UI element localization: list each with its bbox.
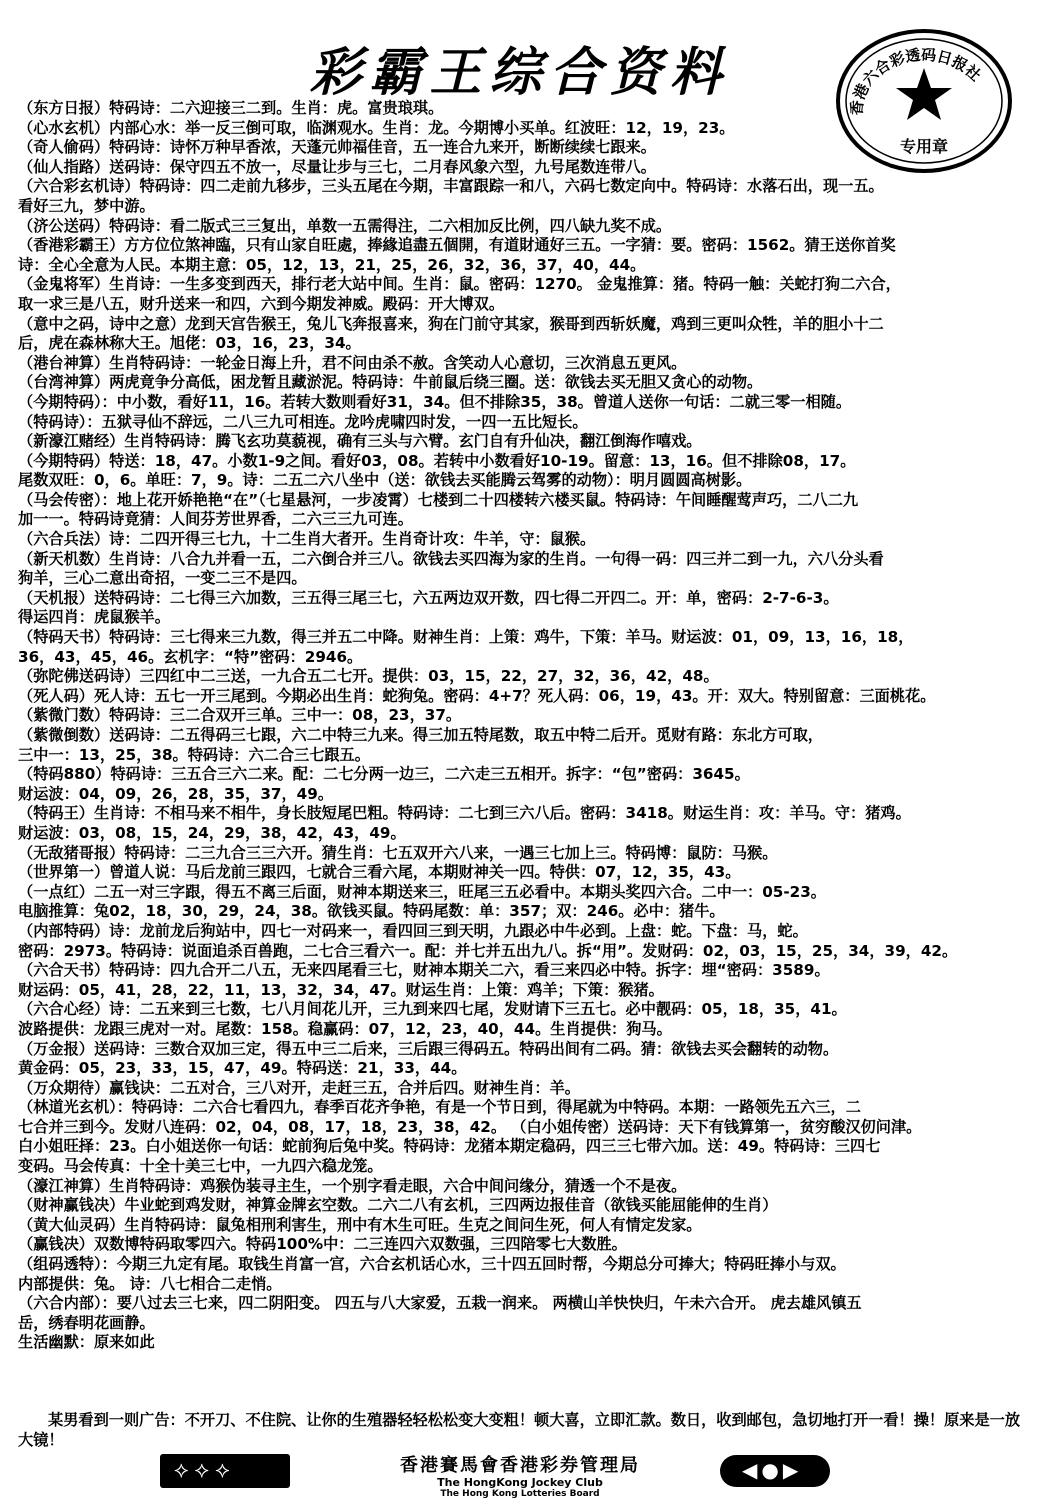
text-line: 得运四肖：虎鼠猴羊。 [18, 608, 170, 627]
text-line: 诗：全心全意为人民。本期主意：05，12，13，21，25，26，32，36，37，40，44。 [18, 255, 646, 274]
footer-org-en2: The Hong Kong Lotteries Board [440, 1489, 600, 1499]
text-line: 岳，绣春明花画静。 [18, 1313, 155, 1332]
joke-block [18, 1411, 1028, 1450]
footer-org-en1: The HongKong Jockey Club [437, 1476, 603, 1489]
text-line: （紫微倒数）送码诗：二五得码三七跟，六二中特三九来。得三加五特尾数，取五中特二后开。觅财有路：东北方可取， [18, 726, 823, 744]
text-line: 财运码：05，41，28，22，11，13，32，34，47。财运生肖：上策：鸡羊；下策：猴猪。 [18, 980, 664, 999]
text-line: 财运波：04，09，26，28，35，37，49。 [18, 784, 334, 803]
joke-text: 某男看到一则广告：不开刀、不住院、让你的生殖器轻轻松松变大变粗！顿大喜，立即汇款。数日，收到邮包，急切地打开一看！操！原来是一放大镜！ [18, 1411, 1020, 1449]
text-line: 变码。马会传真：十全十美三七中，一九四六稳龙笼。 [18, 1157, 383, 1176]
text-line: 财运波：03，08，15，24，29，38，42，43，49。 [18, 823, 406, 842]
seal-ring-text: 香港六合彩透码日报社 [847, 45, 985, 117]
text-line: （济公送码）特码诗：看二版式三三复出，单数一五需得注，二六相加反比例，四八缺九奖不成。 [18, 216, 672, 235]
text-line: 七合并三到今。发财八连码：02，04，08，17，18，23，38，42。 （白小姐传密）送码诗：天下有钱算第一，贫穷酸汉仞问津。 [18, 1117, 922, 1136]
text-line: （濠江神算）生肖特码诗：鸡猴伪装寻主生，一个别字看走眼，六合中间问缘分，猜透一个不是夜。 [18, 1176, 687, 1195]
text-line: （六合天书）特码诗：四九合开二八五，无来四尾看三七，财神本期关二六，看三来四必中特。拆字：埋“密码：3589。 [18, 961, 830, 980]
text-line: 内部提供：兔。 诗：八七相合二走悄。 [18, 1274, 282, 1293]
text-line: （金鬼将军）生肖诗：一生多变到西天，排行老大站中间。生肖：鼠。密码：1270。 金鬼推算：猪。特码一触：关蛇打狗二六合， [18, 275, 901, 294]
text-line: （特码王）生肖诗：不相马来不相牛，身长肢短尾巴粗。特码诗：二七到三六八后。密码：3418。财运生肖：攻：羊马。守：猪鸡。 [18, 804, 911, 823]
text-line: 尾数双旺：0，6。单旺：7，9。诗：二五二六八坐中（送：欲钱去买能腾云驾雾的动物）：明月圆圆高树影。 [18, 471, 752, 490]
text-line: （今期特码）：中小数，看好11，16。若转大数则看好31，34。但不排除35，38。曾道人送你一句话：二就三零一相随。 [18, 392, 852, 411]
text-line: （六合兵法）诗：二四开得三七九，十二生肖大者开。生肖奇计攻：牛羊，守：鼠猴。 [18, 530, 596, 549]
text-line: （特码880）特码诗：三五合三六二来。配：二七分两一边三，二六走三五相开。拆字：“包”密码：3645。 [18, 765, 750, 784]
text-line: （万金报）送码诗：三数合双加三定，得五中三二后来，三后跟三得码五。特码出间有二码。猜：欲钱去买会翻转的动物。 [18, 1039, 839, 1058]
text-line: 后，虎在森林称大王。旭佬：03，16，23，34。 [18, 334, 361, 353]
text-line: （世界第一）曾道人说：马后龙前三跟四，七就合三看六尾，本期财神关一四。特供：07，12，35，43。 [18, 863, 741, 882]
text-line: （港台神算）生肖特码诗：一轮金日海上升，君不问由杀不赦。含笑动人心意切，三次消息五更风。 [18, 353, 687, 372]
text-line: （六合内部）：要八过去三七来，四二阴阳变。 四五与八大家爱，五栽一润来。 两横山羊快快归，午未六合开。 虎去雄风镇五 [18, 1294, 862, 1313]
text-line: （死人码）死人诗：五七一开三尾到。今期必出生肖：蛇狗兔。密码：4+7？死人码：06，19，43。开：双大。特别留意：三面桃花。 [18, 686, 936, 705]
text-line: 看好三九，梦中游。 [18, 196, 155, 215]
text-line: 波路提供：龙跟三虎对一对。尾数：158。稳赢码：07，12，23，40，44。生肖提供：狗马。 [18, 1019, 672, 1038]
text-line: （组码透特）：今期三九定有尾。取钱生肖富一宫，六合玄机话心水，三十四五回时帮，今期总分可捧大；特码旺捧小与双。 [18, 1255, 846, 1274]
text-line: 生活幽默：原来如此 [18, 1333, 155, 1352]
text-line: （特码诗）：五狱寻仙不辞远，二八三九可相连。龙吟虎啸四时发，一四一五比短长。 [18, 412, 588, 431]
text-line: （内部特码）诗：龙前龙后狗站中，四七一对码来一，看四回三到天明，九跟必中牛必到。上盘：蛇。下盘：马，蛇。 [18, 921, 808, 940]
page-title: 彩霸王综合资料 [309, 42, 730, 103]
text-line: （心水玄机）内部心水：举一反三倒可取，临渊观水。生肖：龙。今期博小买单。红波旺：12，19，23。 [18, 118, 735, 137]
text-line: 黄金码：05，23，33，15，47，49。特码送：21，33，44。 [18, 1059, 467, 1078]
text-line: 取一求三是八五，财升送来一和四，六到今期发神威。殿码：开大博双。 [18, 294, 504, 313]
text-line: （新濠江赌经）生肖特码诗：腾飞玄功莫藐视，确有三头与六臂。玄门自有升仙决，翻江倒海作嘻戏。 [18, 432, 702, 451]
text-line: （意中之码，诗中之意）龙到天宫告猴王，兔儿飞奔报喜来，狗在门前守其家，猴哥到西斩妖魔，鸡到三更叫众牲，羊的胆小十二 [18, 314, 884, 333]
text-line: （天机报）送特码诗：二七得三六加数，三五得三尾三七，六五两边双开数，四七得二开四二。开：单，密码：2-7-6-3。 [18, 588, 839, 607]
text-line: （赢钱决）双数博特码取零四六。特码100%中：二三连四六双数强，三四陪零七大数胜。 [18, 1235, 627, 1254]
text-line: （黄大仙灵码）生肖特码诗：鼠兔相刑利害生，刑中有木生可旺。生克之间问生死，何人有情定发家。 [18, 1215, 702, 1234]
text-line: （仙人指路）送码诗：保守四五不放一，尽量让步与三七，二月春风象六型，九号尾数连带八。 [18, 157, 656, 176]
text-line: （无敌猪哥报）特码诗：二三九合三三六开。猜生肖：七五双开六八来，一遇三七加上三。特码博：鼠防：马猴。 [18, 843, 778, 862]
content-lines [18, 99, 1028, 1353]
text-line: 密码：2973。特码诗：说面追杀百兽跑，二七合三看六一。配：并七并五出九八。拆“用”。发财码：02，03，15，25，34，39，42。 [18, 941, 958, 960]
text-line: 三中一：13，25，38。特码诗：六二合三七跟五。 [18, 745, 370, 764]
text-line: 加一一。特码诗竟猜：人间芬芳世界香，二六三三九可连。 [18, 510, 413, 529]
text-line: 狗羊，三心二意出奇招，一变二三不是四。 [18, 569, 307, 588]
text-line: （紫微门数）特码诗：三二合双开三单。三中一：08，23，37。 [18, 706, 462, 725]
text-line: （东方日报）特码诗：二六迎接三二到。生肖：虎。富贵琅琪。 [18, 99, 444, 117]
text-line: 36，43，45，46。玄机字：“特”密码：2946。 [18, 647, 363, 666]
footer-org [340, 1451, 700, 1499]
text-line: （六合彩玄机诗）特码诗：四二走前九移步，三头五尾在今期，丰富跟踪一和八，六码七数定向中。特码诗：水落石出，现一五。 [18, 177, 884, 196]
text-line: （今期特码）特送：18，47。小数1-9之间。看好03，08。若转中小数看好10-19。留意：13，16。但不排除08，17。 [18, 451, 856, 470]
footer [160, 1451, 870, 1499]
jockey-club-logo-icon: ⟡⟡⟡ [160, 1454, 290, 1488]
text-line: 电脑推算：兔02，18，30，29，24，38。欲钱买鼠。特码尾数：单：357；双：246。必中：猪牛。 [18, 902, 725, 921]
text-line: （六合心经）诗：二五来到三七数，七八月间花儿开，三九到来四七尾，发财请下三五七。必中靓码：05，18，35，41。 [18, 1000, 847, 1019]
text-line: （财神赢钱决）牛业蛇到鸡发财，神算金牌玄空数。二六二八有玄机，三四两边报佳音（欲钱买能屈能伸的生肖） [18, 1196, 778, 1215]
text-line: （弥陀佛送码诗）三四红中二三送，一九合五二七开。提供：03，15，22，27，32，36，42，48。 [18, 667, 719, 686]
text-line: （香港彩霸王）方方位位煞神臨，只有山家自旺處，捧緣追盡五個開，有道財通好三五。一字猜：要。密码：1562。猜王送你首奖 [18, 236, 896, 255]
lotteries-board-logo-icon: ◀●▶ [720, 1455, 830, 1487]
text-line: （新天机数）生肖诗：八合九并看一五，二六倒合并三八。欲钱去买四海为家的生肖。一句得一码：四三并二到一九，六八分头看 [18, 549, 884, 568]
text-line: （台湾神算）两虎竟争分高低，困龙暂且藏淤泥。特码诗：牛前鼠后绕三圈。送：欲钱去买无胆又贪心的动物。 [18, 373, 763, 392]
seal-bottom-text: 专用章 [899, 137, 949, 156]
text-line: （林道光玄机）：特码诗：二六合七看四九，春季百花齐争艳，有是一个节日到，得尾就为中特码。本期：一路领先五六三，二 [18, 1098, 861, 1117]
text-line: （特码天书）特码诗：三七得来三九数，得三并五二中降。财神生肖：上策：鸡牛，下策：羊马。财运波：01，09，13，16，18， [18, 628, 914, 647]
text-line: 白小姐旺择：23。白小姐送你一句话：蛇前狗后兔中奖。特码诗：龙猪本期定稳码，四三三七带六加。送：49。特码诗：三四七 [18, 1137, 881, 1156]
text-line: （万众期待）赢钱诀：二五对合，三八对开，走赶三五，合并后四。财神生肖：羊。 [18, 1078, 580, 1097]
text-line: （奇人偷码）特码诗：诗怀万种早香浓，天蓬元帅福佳音，五一连合九来开，断断续续七跟来。 [18, 138, 656, 157]
text-line: （一点红）二五一对三字跟，得五不离三后面，财神本期送来三，旺尾三五必看中。本期头奖四六合。二中一：05-23。 [18, 882, 826, 901]
text-line: （马会传密）：地上花开娇艳艳“在”（七星悬河，一步凌霄）七楼到二十四楼转六楼买鼠。特码诗：午间睡醒莺声巧，二八二九 [18, 490, 859, 509]
footer-org-cn: 香港賽馬會香港彩券管理局 [400, 1455, 640, 1476]
